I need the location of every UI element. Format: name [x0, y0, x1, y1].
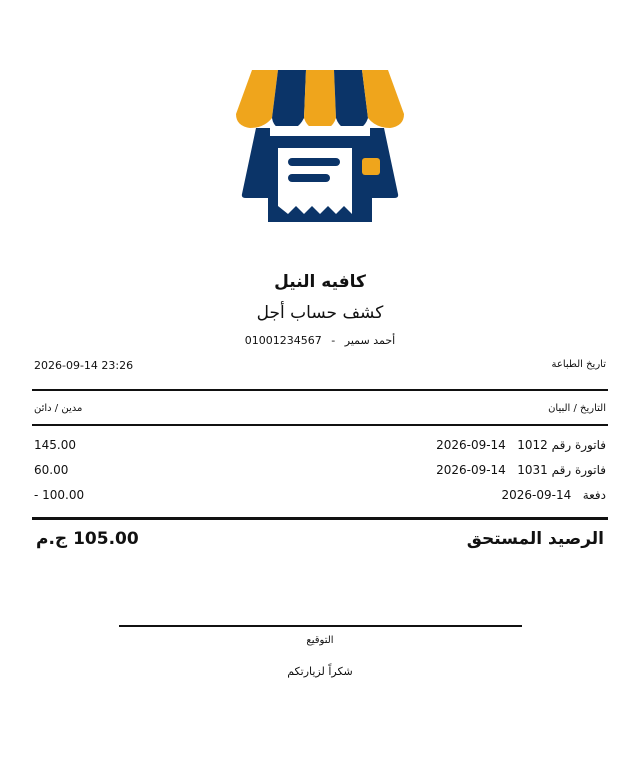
- row-amount: - 100.00: [34, 488, 85, 502]
- document-title: كشف حساب أجل: [256, 303, 384, 323]
- thanks-message: شكراً لزيارتكم: [287, 665, 353, 678]
- row-description-text: فاتورة رقم 1012: [517, 438, 606, 452]
- row-date: 2026-09-14: [436, 438, 506, 452]
- print-date-label: تاريخ الطباعة: [551, 359, 606, 370]
- balance-label: الرصيد المستحق: [466, 529, 604, 549]
- row-date: 2026-09-14: [436, 463, 506, 477]
- row-amount: 145.00: [34, 438, 76, 452]
- divider: [32, 424, 608, 426]
- shop-storefront-receipt-icon: [234, 68, 406, 224]
- row-description-text: دفعة: [582, 488, 606, 502]
- row-date: 2026-09-14: [501, 488, 572, 502]
- header-date-description: التاريخ / البيان: [548, 403, 606, 414]
- signature-line: [119, 625, 522, 627]
- divider: [32, 389, 608, 391]
- shop-name: كافيه النيل: [274, 272, 366, 292]
- customer-info: [0, 334, 640, 347]
- signature-label: التوقيع: [306, 635, 334, 646]
- row-amount: 60.00: [34, 463, 69, 477]
- customer-name: أحمد سمير: [344, 334, 396, 347]
- customer-phone: 01001234567: [244, 334, 322, 347]
- customer-separator: -: [331, 334, 336, 347]
- row-description: [501, 488, 606, 502]
- divider: [32, 517, 608, 520]
- header-debit-credit: مدين / دائن: [34, 403, 83, 414]
- balance-value: 105.00 ج.م: [36, 529, 139, 549]
- print-date-value: 2026-09-14 23:26: [34, 359, 134, 372]
- row-description: [436, 463, 606, 477]
- row-description: [436, 438, 606, 452]
- row-description-text: فاتورة رقم 1031: [517, 463, 606, 477]
